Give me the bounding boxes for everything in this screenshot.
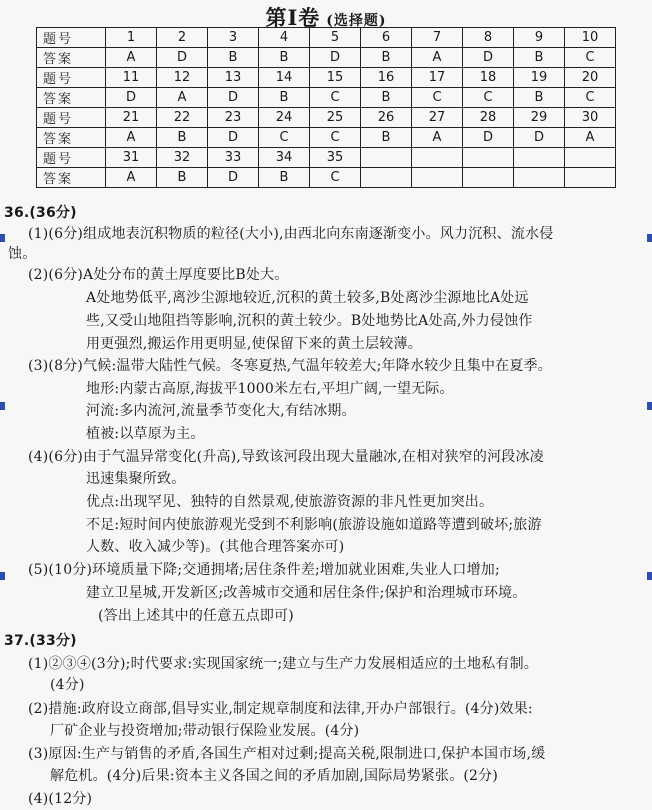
answer-line: (2)措施:政府设立商部,倡导实业,制定规章制度和法律,开办户部银行。(4分)效果: xyxy=(28,701,533,717)
answer-cell: B xyxy=(361,48,412,68)
answer-cell: A xyxy=(106,168,157,188)
answer-cell: 17 xyxy=(412,68,463,88)
answer-cell: 7 xyxy=(412,28,463,48)
answer-line: (1)(6分)组成地表沉积物质的粒径(大小),由西北向东南逐渐变小。风力沉积、流水侵 xyxy=(28,226,554,242)
row-label: 题号 xyxy=(37,148,106,168)
answer-cell: 28 xyxy=(463,108,514,128)
edge-mark xyxy=(647,402,652,410)
answer-line: 优点:出现罕见、独特的自然景观,使旅游资源的非凡性更加突出。 xyxy=(86,494,494,510)
answer-cell: C xyxy=(259,128,310,148)
answer-cell: 23 xyxy=(208,108,259,128)
answer-cell: B xyxy=(514,88,565,108)
edge-mark xyxy=(0,402,5,410)
answer-cell xyxy=(412,168,463,188)
answer-cell: C xyxy=(310,128,361,148)
answer-cell: 32 xyxy=(157,148,208,168)
answer-cell xyxy=(514,148,565,168)
answer-table-row xyxy=(37,48,616,68)
answer-cell: 18 xyxy=(463,68,514,88)
edge-mark xyxy=(0,572,5,580)
answer-cell: 24 xyxy=(259,108,310,128)
question-heading: 37.(33分) xyxy=(4,633,77,649)
answer-line: (1)②③④(3分);时代要求:实现国家统一;建立与生产力发展相适应的土地私有制。 xyxy=(28,656,539,672)
answer-cell: D xyxy=(208,168,259,188)
answer-table-row xyxy=(37,148,616,168)
answer-line: 植被:以草原为主。 xyxy=(86,426,205,442)
answer-cell: 9 xyxy=(514,28,565,48)
answer-table xyxy=(36,27,616,188)
answer-line: 些,又受山地阻挡等影响,沉积的黄土较少。B处地势比A处高,外力侵蚀作 xyxy=(86,313,533,329)
answer-cell: B xyxy=(259,168,310,188)
answer-cell: D xyxy=(157,48,208,68)
section-title-sub: (选择题) xyxy=(326,13,387,29)
answer-line: 用更强烈,搬运作用更明显,使保留下来的黄土层较薄。 xyxy=(86,336,422,352)
answer-cell: B xyxy=(208,48,259,68)
answer-line: (答出上述其中的任意五点即可) xyxy=(98,608,294,624)
answer-cell: D xyxy=(514,128,565,148)
answer-table-row xyxy=(37,108,616,128)
answer-cell: D xyxy=(463,48,514,68)
row-label: 题号 xyxy=(37,28,106,48)
answer-cell: 27 xyxy=(412,108,463,128)
answer-cell xyxy=(514,168,565,188)
answer-cell: 5 xyxy=(310,28,361,48)
answer-cell: 6 xyxy=(361,28,412,48)
answer-cell: D xyxy=(208,88,259,108)
row-label: 答案 xyxy=(37,48,106,68)
answer-cell: 33 xyxy=(208,148,259,168)
answer-cell: A xyxy=(157,88,208,108)
answer-cell xyxy=(463,148,514,168)
answer-cell: C xyxy=(565,48,616,68)
answer-cell: 14 xyxy=(259,68,310,88)
answer-cell: A xyxy=(106,128,157,148)
answer-line: 地形:内蒙古高原,海拔平1000米左右,平坦广阔,一望无际。 xyxy=(86,381,454,397)
answer-line: 建立卫星城,开发新区;改善城市交通和居住条件;保护和治理城市环境。 xyxy=(86,585,527,601)
row-label: 答案 xyxy=(37,168,106,188)
answer-line: (3)原因:生产与销售的矛盾,各国生产相对过剩;提高关税,限制进口,保护本国市场,缓 xyxy=(28,746,546,762)
answer-cell xyxy=(412,148,463,168)
answer-cell: B xyxy=(361,128,412,148)
answer-line: 解危机。(4分)后果:资本主义各国之间的矛盾加剧,国际局势紧张。(2分) xyxy=(50,768,499,784)
row-label: 答案 xyxy=(37,88,106,108)
answer-cell: A xyxy=(565,128,616,148)
answer-table-row xyxy=(37,88,616,108)
answer-cell: A xyxy=(412,128,463,148)
answer-cell: 3 xyxy=(208,28,259,48)
answer-cell: 10 xyxy=(565,28,616,48)
answer-line: (3)(8分)气候:温带大陆性气候。冬寒夏热,气温年较差大;年降水较少且集中在夏季。 xyxy=(28,358,552,374)
answer-cell: 29 xyxy=(514,108,565,128)
answer-cell: 12 xyxy=(157,68,208,88)
answer-cell: 8 xyxy=(463,28,514,48)
answer-line: (2)(6分)A处分布的黄土厚度要比B处大。 xyxy=(28,267,289,283)
answer-cell: B xyxy=(157,168,208,188)
answer-cell: D xyxy=(310,48,361,68)
answer-table-row xyxy=(37,68,616,88)
answer-line: 厂矿企业与投资增加;带动银行保险业发展。(4分) xyxy=(50,723,360,739)
answer-cell: A xyxy=(106,48,157,68)
answer-cell: 30 xyxy=(565,108,616,128)
answer-cell: B xyxy=(514,48,565,68)
question-heading: 36.(36分) xyxy=(4,205,77,221)
answer-line: (5)(10分)环境质量下降;交通拥堵;居住条件差;增加就业困难,失业人口增加; xyxy=(28,562,500,578)
answer-cell: 35 xyxy=(310,148,361,168)
answer-line: (4)(12分) xyxy=(28,791,93,807)
answer-cell: 16 xyxy=(361,68,412,88)
answer-cell: C xyxy=(310,88,361,108)
section-title-main: 第Ⅰ卷 xyxy=(265,5,321,30)
edge-mark xyxy=(647,234,652,242)
answer-line: A处地势低平,离沙尘源地较近,沉积的黄土较多,B处离沙尘源地比A处远 xyxy=(86,290,529,306)
answer-line: 迅速集聚所致。 xyxy=(86,471,186,487)
answer-cell: C xyxy=(463,88,514,108)
answer-cell: 11 xyxy=(106,68,157,88)
answer-cell: 20 xyxy=(565,68,616,88)
answer-line: (4)(6分)由于气温异常变化(升高),导致该河段出现大量融冰,在相对狭窄的河段冰凌 xyxy=(28,449,544,465)
answer-cell: C xyxy=(412,88,463,108)
answer-cell: 15 xyxy=(310,68,361,88)
answer-cell xyxy=(463,168,514,188)
answer-line: (4分) xyxy=(50,677,85,693)
answer-line: 人数、收入减少等)。(其他合理答案亦可) xyxy=(86,539,345,555)
row-label: 答案 xyxy=(37,128,106,148)
answer-cell: 2 xyxy=(157,28,208,48)
answer-cell xyxy=(361,168,412,188)
answer-cell: 13 xyxy=(208,68,259,88)
answer-cell: B xyxy=(259,88,310,108)
answer-cell: 26 xyxy=(361,108,412,128)
answer-cell: C xyxy=(310,168,361,188)
answer-cell: D xyxy=(208,128,259,148)
answer-line: 蚀。 xyxy=(8,246,37,262)
answer-table-row xyxy=(37,168,616,188)
edge-mark xyxy=(647,572,652,580)
answer-cell: 19 xyxy=(514,68,565,88)
answer-cell: 31 xyxy=(106,148,157,168)
answer-cell: C xyxy=(565,88,616,108)
answer-table-row xyxy=(37,128,616,148)
answer-line: 河流:多内流河,流量季节变化大,有结冰期。 xyxy=(86,403,356,419)
answer-cell: B xyxy=(361,88,412,108)
answer-cell xyxy=(361,148,412,168)
answer-cell: 22 xyxy=(157,108,208,128)
answer-line: 不足:短时间内使旅游观光受到不利影响(旅游设施如道路等遭到破坏;旅游 xyxy=(86,517,542,533)
answer-cell: 1 xyxy=(106,28,157,48)
answer-cell: D xyxy=(463,128,514,148)
row-label: 题号 xyxy=(37,108,106,128)
answer-cell: 25 xyxy=(310,108,361,128)
answer-cell xyxy=(565,148,616,168)
answer-cell: 21 xyxy=(106,108,157,128)
answer-cell: B xyxy=(157,128,208,148)
answer-cell xyxy=(565,168,616,188)
answer-cell: A xyxy=(412,48,463,68)
answer-cell: 4 xyxy=(259,28,310,48)
answer-cell: D xyxy=(106,88,157,108)
answer-cell: 34 xyxy=(259,148,310,168)
answer-cell: B xyxy=(259,48,310,68)
row-label: 题号 xyxy=(37,68,106,88)
answer-table-row xyxy=(37,28,616,48)
edge-mark xyxy=(0,234,5,242)
